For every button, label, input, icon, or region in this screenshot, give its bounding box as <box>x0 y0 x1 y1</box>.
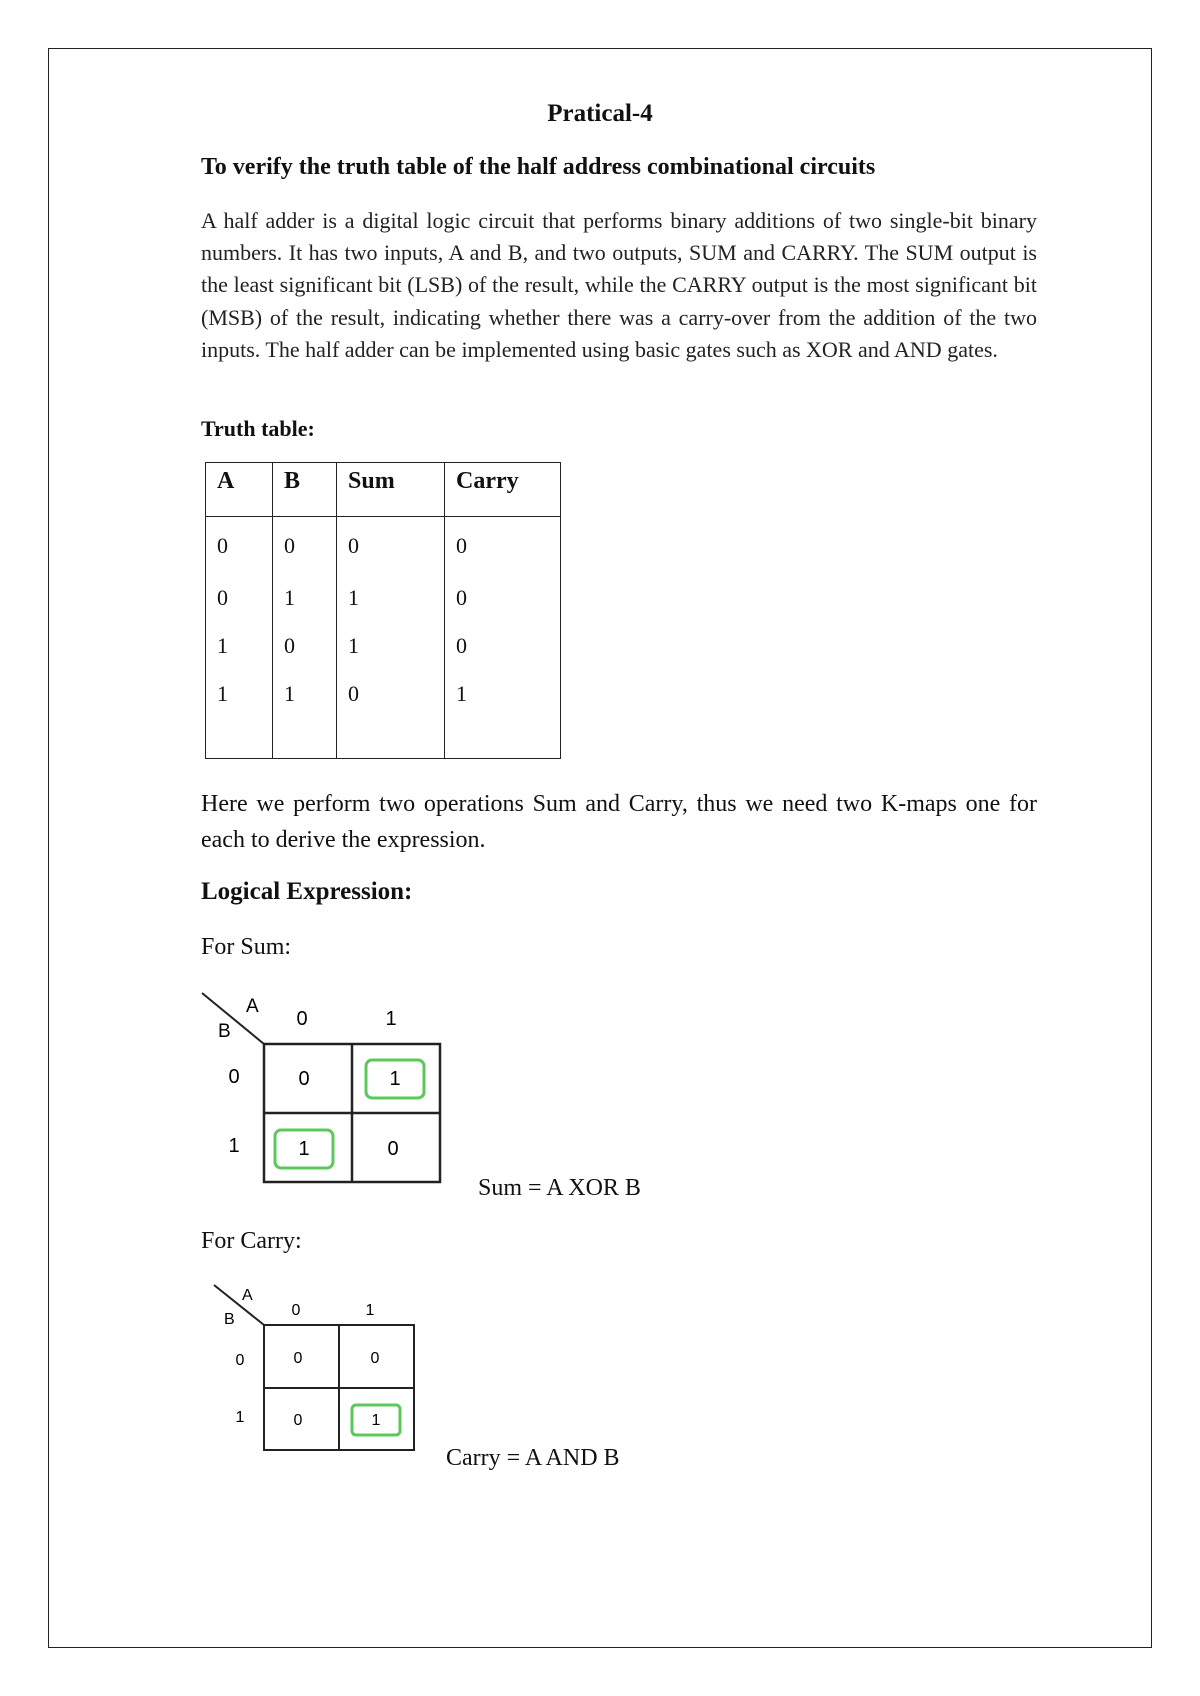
section-heading: To verify the truth table of the half address combinational circuits <box>201 154 876 180</box>
page-title: Pratical-4 <box>547 100 653 127</box>
cell-sum: 1 <box>337 621 445 669</box>
cell-carry: 0 <box>445 517 561 573</box>
kmap-row-var: B <box>224 1311 235 1328</box>
truth-table <box>205 462 561 759</box>
kmap-cell: 0 <box>293 1412 303 1429</box>
kmap-intro-paragraph: Here we perform two operations Sum and Carry, thus we need two K-maps one for each to derive the expression. <box>201 791 1037 853</box>
table-row-empty <box>206 717 561 759</box>
table-row <box>206 517 561 573</box>
kmap-diagonal <box>214 1285 264 1325</box>
kmap-col-header: 1 <box>365 1302 375 1319</box>
cell-b: 1 <box>273 573 337 621</box>
cell-sum: 0 <box>337 517 445 573</box>
kmap-cell: 0 <box>293 1350 303 1367</box>
kmap-row-header: 1 <box>235 1409 245 1426</box>
cell-b: 0 <box>273 517 337 573</box>
truth-table-label: Truth table: <box>201 416 315 441</box>
cell-carry: 1 <box>445 669 561 717</box>
sum-kmap <box>198 985 448 1195</box>
truth-table-header-row <box>206 463 561 517</box>
kmap-col-var: A <box>246 996 259 1017</box>
kmap-cell: 0 <box>298 1068 310 1090</box>
kmap-cell: 1 <box>389 1068 401 1090</box>
carry-expression: Carry = A AND B <box>446 1445 620 1471</box>
kmap-col-header: 0 <box>291 1302 301 1319</box>
header-a: A <box>206 463 273 517</box>
kmap-col-var: A <box>242 1287 253 1304</box>
header-carry: Carry <box>445 463 561 517</box>
cell-a: 0 <box>206 573 273 621</box>
logical-expression-heading: Logical Expression: <box>201 878 413 905</box>
carry-kmap-label: For Carry: <box>201 1228 302 1254</box>
cell-carry: 0 <box>445 621 561 669</box>
table-row <box>206 621 561 669</box>
cell-carry: 0 <box>445 573 561 621</box>
kmap-row-header: 0 <box>228 1066 240 1088</box>
sum-expression: Sum = A XOR B <box>478 1175 641 1201</box>
kmap-row-header: 1 <box>228 1135 240 1157</box>
cell-b: 1 <box>273 669 337 717</box>
header-sum: Sum <box>337 463 445 517</box>
cell-b: 0 <box>273 621 337 669</box>
kmap-cell: 1 <box>371 1412 381 1429</box>
cell-a: 1 <box>206 669 273 717</box>
kmap-cell: 0 <box>370 1350 380 1367</box>
cell-sum: 1 <box>337 573 445 621</box>
cell-a: 0 <box>206 517 273 573</box>
cell-a: 1 <box>206 621 273 669</box>
kmap-col-header: 1 <box>385 1008 397 1030</box>
sum-kmap-label: For Sum: <box>201 934 292 960</box>
kmap-row-header: 0 <box>235 1352 245 1369</box>
kmap-cell: 0 <box>387 1138 399 1160</box>
intro-paragraph: A half adder is a digital logic circuit that performs binary additions of two single-bit binary numbers. It has two inputs, A and B, and two outputs, SUM and CARRY. The SUM output is the least significant bit (LSB) of the result, while the CARRY output is the most significant bit (MSB) of the result, indicating whether there was a carry-over from the addition of the two inputs. The half adder can be implemented using basic gates such as XOR and AND gates. <box>201 208 1037 362</box>
kmap-cell: 1 <box>298 1138 310 1160</box>
kmap-col-header: 0 <box>296 1008 308 1030</box>
cell-sum: 0 <box>337 669 445 717</box>
table-row <box>206 669 561 717</box>
kmap-row-var: B <box>218 1021 231 1042</box>
carry-kmap <box>200 1280 420 1460</box>
header-b: B <box>273 463 337 517</box>
table-row <box>206 573 561 621</box>
